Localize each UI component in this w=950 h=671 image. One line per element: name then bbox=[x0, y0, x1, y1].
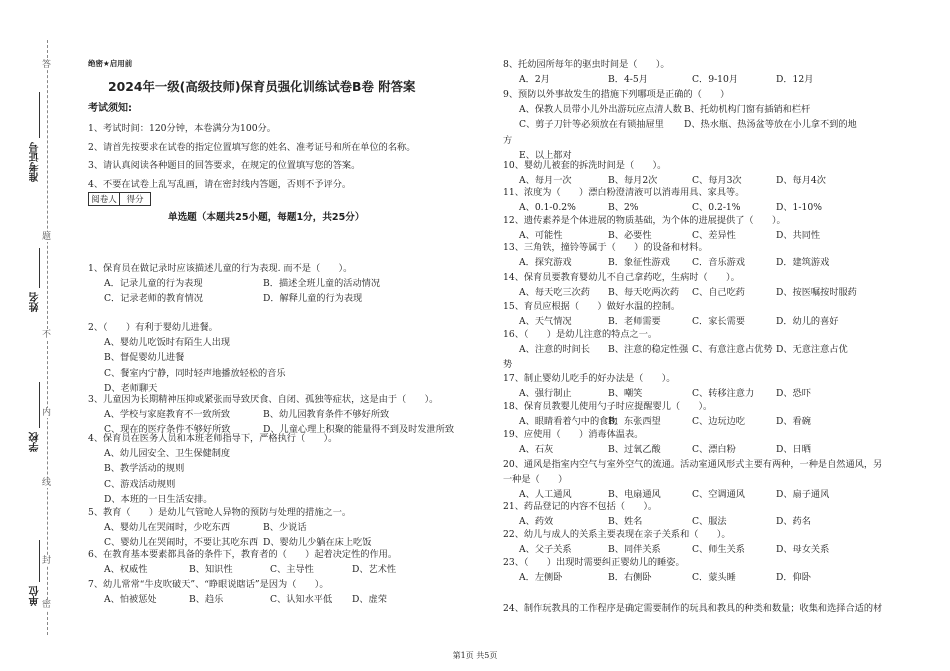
answer-option: C、剪子刀针等必须放在有锁抽屉里 bbox=[519, 119, 664, 131]
question-stem: 14、保育员要教育婴幼儿不自己拿药吃，生病时（ ）。 bbox=[503, 272, 740, 283]
answer-option: C、服法 bbox=[692, 516, 727, 528]
fold-char: 封 bbox=[42, 556, 52, 566]
answer-option: A、天气情况 bbox=[519, 316, 572, 328]
answer-option: A、权威性 bbox=[104, 564, 148, 576]
answer-option: B、少说话 bbox=[263, 522, 307, 534]
binding-fill-line bbox=[39, 382, 40, 428]
question-stem: 20、通风是指室内空气与室外空气的流通。活动室通风形式主要有两种，一种是自然通风，另 bbox=[503, 459, 883, 470]
answer-option: A、父子关系 bbox=[519, 544, 572, 556]
answer-option: D、母女关系 bbox=[776, 544, 830, 556]
fold-char: 内 bbox=[42, 408, 52, 418]
page-title: 2024年一级(高级技师)保育员强化训练试卷B卷 附答案 bbox=[108, 79, 416, 94]
answer-option: B．象征性游戏 bbox=[608, 257, 670, 269]
answer-option: A、强行制止 bbox=[519, 388, 572, 400]
answer-option: B、过氧乙酸 bbox=[608, 444, 661, 456]
notice-item: 1、考试时间：120分钟，本卷满分为100分。 bbox=[88, 123, 276, 134]
binding-label: 准考证号 bbox=[30, 142, 41, 182]
binding-label: 姓名 bbox=[30, 292, 41, 312]
answer-option: D、扇子通风 bbox=[776, 489, 830, 501]
answer-option: C、有意注意占优势 bbox=[692, 344, 773, 356]
binding-label: 单位 bbox=[30, 586, 41, 606]
secret-mark: 绝密★启用前 bbox=[88, 59, 133, 68]
binding-fill-line bbox=[39, 92, 40, 138]
answer-option: A、每月一次 bbox=[519, 175, 572, 187]
answer-option: C．9-10月 bbox=[692, 74, 739, 86]
answer-option: B、每天吃两次药 bbox=[608, 287, 680, 299]
binding-strip bbox=[0, 0, 62, 671]
answer-option: B、每月2次 bbox=[608, 175, 658, 187]
answer-option: C、餐室内宁静，同时轻声地播放轻松的音乐 bbox=[104, 367, 286, 379]
answer-option: A．探究游戏 bbox=[519, 257, 572, 269]
answer-option: B、东张西望 bbox=[608, 416, 661, 428]
answer-option: C．记录老师的教育情况 bbox=[104, 293, 203, 305]
answer-option: B、电扇通风 bbox=[608, 489, 661, 501]
notice-item: 2、请首先按要求在试卷的指定位置填写您的姓名、准考证号和所在单位的名称。 bbox=[88, 141, 416, 153]
answer-option: C．蒙头睡 bbox=[692, 572, 736, 584]
answer-option: C、差异性 bbox=[692, 230, 736, 242]
binding-fill-line bbox=[39, 248, 40, 288]
question-stem: 22、幼儿与成人的关系主要表现在亲子关系和（ ）。 bbox=[503, 529, 731, 540]
answer-option: D、艺术性 bbox=[352, 564, 397, 576]
answer-option: C．音乐游戏 bbox=[692, 257, 745, 269]
question-stem: 8、托幼园所每年的驱虫时间是（ ）。 bbox=[503, 59, 670, 70]
answer-option: B、知识性 bbox=[189, 564, 233, 576]
question-stem: 1、保育员在做记录时应该描述儿童的行为表现. 而不是（ ）。 bbox=[88, 263, 353, 274]
answer-option: D、婴幼儿少躺在床上吃饭 bbox=[263, 537, 372, 549]
answer-option: B、幼儿园教育条件不够好所致 bbox=[263, 409, 390, 421]
fold-char: 线 bbox=[42, 478, 52, 488]
question-stem: 24、制作玩教具的工作程序是确定需要制作的玩具和教具的种类和数量；收集和选择合适的材 bbox=[503, 603, 883, 614]
fold-char: 密 bbox=[42, 600, 52, 610]
answer-option: D、日晒 bbox=[776, 444, 811, 456]
answer-option: D、按医嘱按时服药 bbox=[776, 287, 857, 299]
page-footer: 第1页 共5页 bbox=[452, 651, 498, 660]
answer-option: B、督促婴幼儿进餐 bbox=[104, 352, 185, 364]
question-stem: 9、预防以外事故发生的措施下列哪项是正确的（ ） bbox=[503, 89, 730, 100]
answer-option: B、同伴关系 bbox=[608, 544, 661, 556]
answer-option: D．建筑游戏 bbox=[776, 257, 830, 269]
answer-option: A、每天吃三次药 bbox=[519, 287, 590, 299]
answer-option: C、师生关系 bbox=[692, 544, 745, 556]
answer-option: B．描述全班儿童的活动情况 bbox=[263, 278, 381, 290]
answer-option: D、虚荣 bbox=[352, 594, 387, 606]
answer-option: D．12月 bbox=[776, 74, 814, 86]
notice-item: 3、请认真阅读各种题目的回答要求，在规定的位置填写您的答案。 bbox=[88, 160, 361, 171]
answer-option: 一种是（ ） bbox=[503, 474, 568, 486]
binding-fill-line bbox=[39, 540, 40, 582]
answer-option: A、幼儿园安全、卫生保健制度 bbox=[104, 448, 231, 460]
fold-char: 不 bbox=[42, 330, 52, 340]
answer-option: A、婴幼儿吃饭时有陌生人出现 bbox=[104, 337, 231, 349]
answer-option: D、1-10% bbox=[776, 202, 822, 214]
answer-option: D、药名 bbox=[776, 516, 811, 528]
question-stem: 3、儿童因为长期精神压抑或紧张而导致厌食、自闭、孤独等症状，这是由于（ ）。 bbox=[88, 394, 439, 405]
question-stem: 19、应使用（ ）消毒体温表。 bbox=[503, 429, 644, 440]
question-stem: 11、浓度为（ ）漂白粉澄清液可以消毒用具、家具等。 bbox=[503, 187, 745, 198]
answer-option: 势 bbox=[503, 359, 513, 371]
answer-option: D、热水瓶、热汤盆等放在小儿拿不到的地 bbox=[684, 119, 857, 131]
answer-option: B．老师需要 bbox=[608, 316, 661, 328]
question-stem: 15、育员应根据（ ）做好水温的控制。 bbox=[503, 301, 681, 312]
answer-option: C、漂白粉 bbox=[692, 444, 736, 456]
answer-option: A、眼睛看着勺中的食物 bbox=[519, 416, 618, 428]
answer-option: A．左侧卧 bbox=[519, 572, 563, 584]
answer-option: A、注意的时间长 bbox=[519, 344, 590, 356]
answer-option: D、无意注意占优 bbox=[776, 344, 848, 356]
answer-option: D、本班的一日生活安排。 bbox=[104, 493, 213, 505]
question-stem: 12、遗传素养是个体进展的物质基础，为个体的进展提供了（ ）。 bbox=[503, 215, 786, 226]
answer-option: D、恐吓 bbox=[776, 388, 811, 400]
answer-option: B．4-5月 bbox=[608, 74, 648, 86]
answer-option: D、共同性 bbox=[776, 230, 821, 242]
answer-option: D、老师聊天 bbox=[104, 382, 158, 394]
answer-option: D．解释儿童的行为表现 bbox=[263, 293, 363, 305]
answer-option: A、可能性 bbox=[519, 230, 563, 242]
answer-option: A、婴幼儿在哭闹时，少吃东西 bbox=[104, 522, 231, 534]
question-stem: 10、婴幼儿被套的拆洗时间是（ ）。 bbox=[503, 160, 667, 171]
fold-char: 答 bbox=[42, 60, 52, 70]
question-stem: 13、三角铁，撞铃等属于（ ）的设备和材料。 bbox=[503, 242, 708, 253]
notice-item: 4、不要在试卷上乱写乱画，请在密封线内答题，否则不予评分。 bbox=[88, 178, 352, 190]
answer-option: C、主导性 bbox=[270, 564, 314, 576]
answer-option: C、边玩边吃 bbox=[692, 416, 745, 428]
answer-option: C、游戏活动规则 bbox=[104, 478, 176, 490]
answer-option: D、每月4次 bbox=[776, 175, 826, 187]
answer-option: C、认知水平低 bbox=[270, 594, 333, 606]
answer-option: A、0.1-0.2% bbox=[519, 202, 576, 214]
answer-option: B．右侧卧 bbox=[608, 572, 652, 584]
answer-option: D．幼儿的喜好 bbox=[776, 316, 839, 328]
answer-option: B、趋乐 bbox=[189, 594, 224, 606]
answer-option: E、以上都对 bbox=[519, 149, 572, 161]
answer-option: C、空调通风 bbox=[692, 489, 745, 501]
answer-option: C、转移注意力 bbox=[692, 388, 755, 400]
section-title: 单选题（本题共25小题，每题1分，共25分） bbox=[168, 212, 365, 223]
answer-option: D、看碗 bbox=[776, 416, 811, 428]
answer-option: A、怕被惩处 bbox=[104, 594, 157, 606]
question-stem: 5、教育（ ）是幼儿气管呛人异物的预防与处理的措施之一。 bbox=[88, 507, 352, 518]
answer-option: A、人工通风 bbox=[519, 489, 572, 501]
answer-option: C、每月3次 bbox=[692, 175, 742, 187]
question-stem: 21、药品登记的内容不包括（ ）。 bbox=[503, 501, 658, 512]
answer-option: A．记录儿童的行为表现 bbox=[104, 278, 203, 290]
answer-option: D、儿童心理上积聚的能量得不到及时发泄所致 bbox=[263, 424, 455, 436]
answer-option: A、石灰 bbox=[519, 444, 554, 456]
question-stem: 16、（ ）是幼儿注意的特点之一。 bbox=[503, 329, 658, 340]
question-stem: 7、幼儿常常“牛皮吹破天”、“睁眼说瞎话”是因为（ ）。 bbox=[88, 579, 329, 590]
answer-option: B、2% bbox=[608, 202, 639, 214]
answer-option: A、药效 bbox=[519, 516, 554, 528]
answer-option: B、教学活动的规则 bbox=[104, 463, 185, 475]
answer-option: C．家长需要 bbox=[692, 316, 745, 328]
answer-option: D．仰卧 bbox=[776, 572, 811, 584]
answer-option: C、婴幼儿在哭闹时，不要让其吃东西 bbox=[104, 537, 259, 549]
binding-label: 学校 bbox=[30, 432, 41, 452]
answer-option: C、0.2-1% bbox=[692, 202, 741, 214]
answer-option: C、自己吃药 bbox=[692, 287, 745, 299]
question-stem: 2、（ ）有利于婴幼儿进餐。 bbox=[88, 322, 218, 333]
answer-option: A．2月 bbox=[519, 74, 550, 86]
score-table bbox=[88, 192, 151, 206]
answer-option: B、托幼机构门窗有插销和栏杆 bbox=[684, 104, 811, 116]
answer-option: 方 bbox=[503, 134, 513, 146]
notice-heading: 考试须知: bbox=[88, 103, 132, 114]
answer-option: B、嘲笑 bbox=[608, 388, 643, 400]
score-reviewer-cell: 阅卷人 bbox=[89, 193, 120, 206]
question-stem: 6、在教育基本要素都具备的条件下，教育者的（ ）起着决定性的作用。 bbox=[88, 549, 398, 560]
answer-option: B、必要性 bbox=[608, 230, 652, 242]
answer-option: B、姓名 bbox=[608, 516, 643, 528]
answer-option: A、保教人员带小儿外出游玩应点清人数 bbox=[519, 104, 682, 116]
fold-char: 题 bbox=[42, 232, 52, 242]
score-cell: 得分 bbox=[120, 193, 151, 206]
question-stem: 17、制止婴幼儿吃手的好办法是（ ）。 bbox=[503, 373, 676, 384]
answer-option: B、注意的稳定性强 bbox=[608, 344, 689, 356]
answer-option: A、学校与家庭教育不一致所致 bbox=[104, 409, 231, 421]
answer-option: C、现在的医疗条件不够好所致 bbox=[104, 424, 231, 436]
question-stem: 4、保育员在医务人员和本班老师指导下，严格执行（ ）。 bbox=[88, 433, 338, 444]
question-stem: 18、保育员教婴儿使用勺子时应提醒婴儿（ ）。 bbox=[503, 401, 713, 412]
question-stem: 23、（ ）出现时需要纠正婴幼儿的睡姿。 bbox=[503, 557, 685, 568]
